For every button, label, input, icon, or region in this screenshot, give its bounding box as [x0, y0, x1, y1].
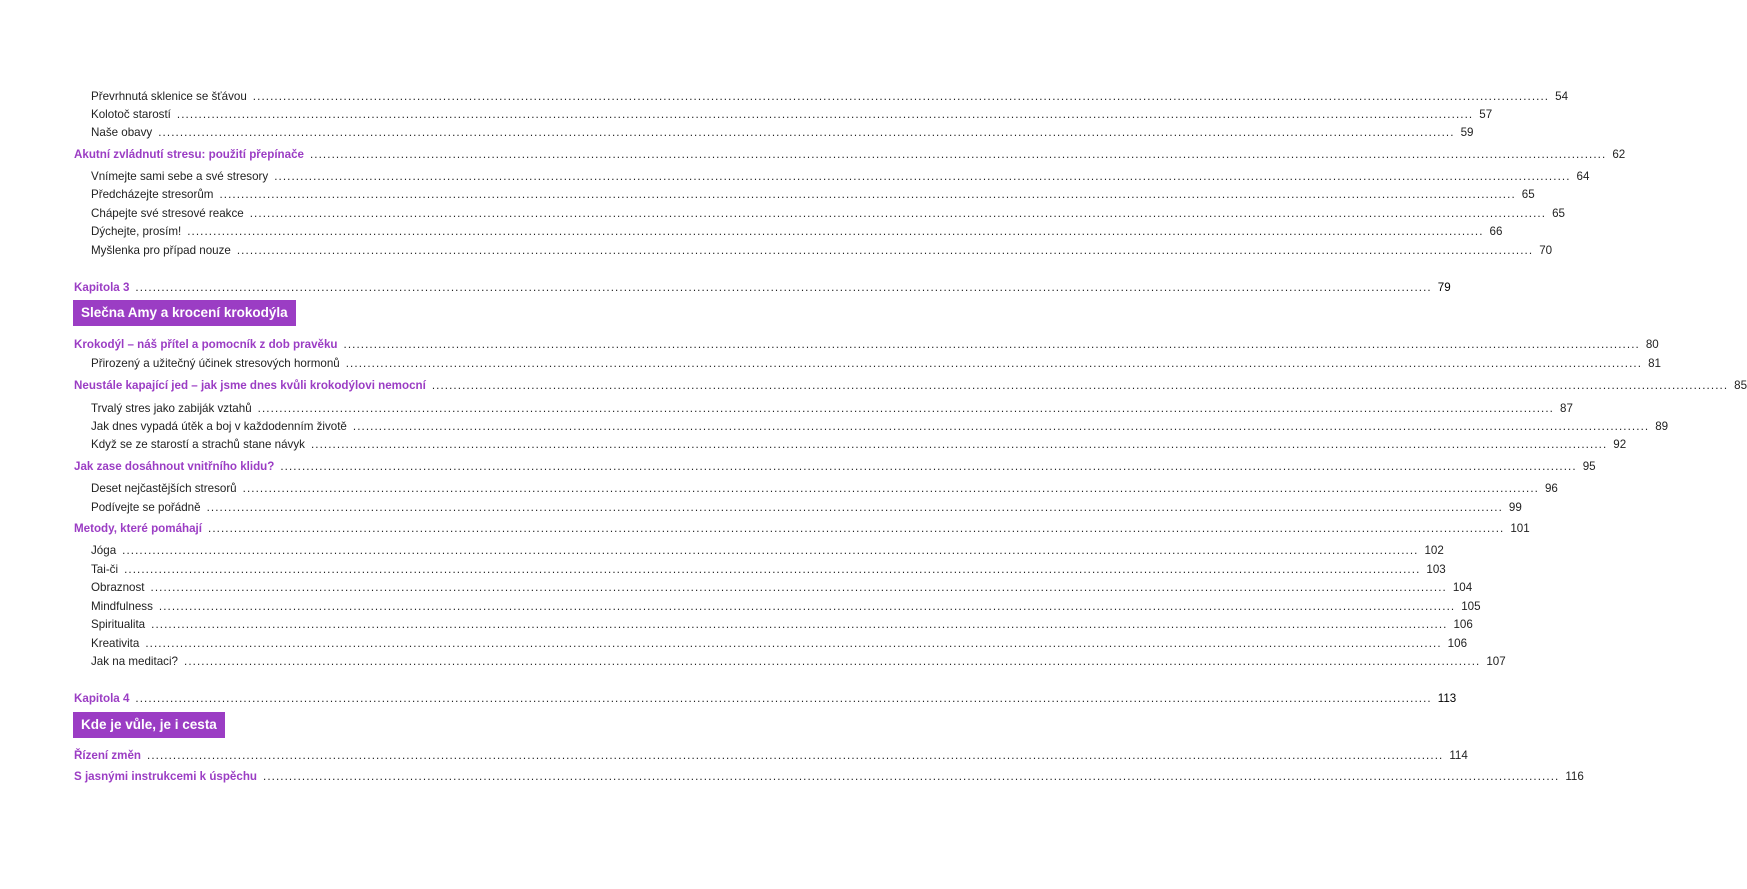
- toc-leader-dots: ............................................................................................................................................................................................................................................................................................................: [135, 692, 1432, 705]
- toc-entry: [74, 766, 1584, 784]
- toc-entry-page: 80: [1645, 338, 1659, 351]
- toc-entry-page: 85: [1734, 379, 1747, 392]
- toc-entry-title: Když se ze starostí a strachů stane návyk: [91, 438, 305, 451]
- toc-entry-title: Vnímejte sami sebe a své stresory: [91, 170, 269, 183]
- toc-entry: [91, 184, 1535, 202]
- toc-entry-title: Kapitola 3: [74, 281, 130, 294]
- toc-leader-dots: ............................................................................................................................................................................................................................................................................................................: [252, 90, 1550, 103]
- toc-leader-dots: ............................................................................................................................................................................................................................................................................................................: [145, 637, 1442, 650]
- toc-entry: [91, 240, 1553, 258]
- toc-leader-dots: ............................................................................................................................................................................................................................................................................................................: [242, 482, 1539, 495]
- toc-entry: [91, 559, 1446, 577]
- toc-entry: [91, 633, 1468, 651]
- toc-entry-title: Přirozený a užitečný účinek stresových hormonů: [91, 357, 340, 370]
- toc-entry: [74, 745, 1468, 763]
- toc-entry-page: 99: [1508, 501, 1522, 514]
- toc-entry-title: Jak zase dosáhnout vnitřního klidu?: [74, 460, 275, 473]
- toc-entry-title: Naše obavy: [91, 126, 153, 139]
- toc-entry-title: Metody, které pomáhají: [74, 522, 202, 535]
- toc-entry-page: 106: [1453, 618, 1473, 631]
- toc-entry-title: Jak dnes vypadá útěk a boj v každodenním životě: [91, 420, 347, 433]
- toc-entry-title: Myšlenka pro případ nouze: [91, 244, 231, 257]
- toc-entry-page: 54: [1555, 90, 1569, 103]
- toc-entry-page: 66: [1489, 225, 1503, 238]
- toc-leader-dots: ............................................................................................................................................................................................................................................................................................................: [147, 749, 1444, 762]
- toc-leader-dots: ............................................................................................................................................................................................................................................................................................................: [343, 338, 1640, 351]
- toc-entry-title: Kolotoč starostí: [91, 108, 171, 121]
- toc-entry-title: Kreativita: [91, 637, 140, 650]
- toc-entry-title: Podívejte se pořádně: [91, 501, 201, 514]
- toc-entry: [91, 166, 1590, 184]
- toc-entry-page: 101: [1510, 522, 1530, 535]
- toc-leader-dots: ............................................................................................................................................................................................................................................................................................................: [135, 281, 1432, 294]
- toc-entry-page: 81: [1648, 357, 1661, 370]
- toc-leader-dots: ............................................................................................................................................................................................................................................................................................................: [249, 207, 1547, 220]
- toc-entry-page: 95: [1582, 460, 1596, 473]
- toc-entry-page: 64: [1576, 170, 1590, 183]
- toc-entry-title: Řízení změn: [74, 749, 141, 762]
- toc-entry: [91, 353, 1661, 371]
- toc-entry-title: Kapitola 4: [74, 692, 130, 705]
- toc-entry: [91, 203, 1565, 221]
- chapter-banner-3: Slečna Amy a krocení krokodýla: [73, 300, 296, 326]
- toc-entry-title: Deset nejčastějších stresorů: [91, 482, 237, 495]
- toc-leader-dots: ............................................................................................................................................................................................................................................................................................................: [206, 501, 1503, 514]
- toc-entry: [91, 86, 1569, 104]
- toc-entry-title: Krokodýl – náš přítel a pomocník z dob pravěku: [74, 338, 338, 351]
- toc-entry-page: 62: [1612, 148, 1626, 161]
- toc-entry-page: 114: [1449, 749, 1468, 762]
- toc-leader-dots: ............................................................................................................................................................................................................................................................................................................: [280, 460, 1577, 473]
- toc-entry: [91, 398, 1573, 416]
- toc-entry: [91, 577, 1473, 595]
- toc-entry-title: Tai-či: [91, 563, 119, 576]
- toc-entry-title: Trvalý stres jako zabiják vztahů: [91, 402, 252, 415]
- chapter-banner-4: Kde je vůle, je i cesta: [73, 712, 225, 738]
- toc-leader-dots: ............................................................................................................................................................................................................................................................................................................: [257, 402, 1554, 415]
- toc-entry-title: Mindfulness: [91, 600, 153, 613]
- toc-entry-page: 59: [1460, 126, 1474, 139]
- toc-entry: [74, 144, 1626, 162]
- toc-leader-dots: ............................................................................................................................................................................................................................................................................................................: [208, 522, 1505, 535]
- toc-entry: [91, 434, 1627, 452]
- toc-entry: [91, 596, 1481, 614]
- toc-entry: [91, 416, 1669, 434]
- toc-leader-dots: ............................................................................................................................................................................................................................................................................................................: [310, 438, 1608, 451]
- toc-entry-title: Spiritualita: [91, 618, 146, 631]
- toc-entry-page: 107: [1486, 655, 1506, 668]
- toc-entry-page: 65: [1552, 207, 1565, 220]
- toc-entry-page: 102: [1424, 544, 1444, 557]
- toc-leader-dots: ............................................................................................................................................................................................................................................................................................................: [158, 126, 1455, 139]
- toc-leader-dots: ............................................................................................................................................................................................................................................................................................................: [431, 379, 1729, 392]
- toc-entry-page: 96: [1544, 482, 1558, 495]
- toc-leader-dots: ............................................................................................................................................................................................................................................................................................................: [219, 188, 1516, 201]
- toc-entry-title: Jak na meditaci?: [91, 655, 178, 668]
- toc-entry-title: Dýchejte, prosím!: [91, 225, 182, 238]
- toc-entry-page: 89: [1655, 420, 1669, 433]
- toc-leader-dots: ............................................................................................................................................................................................................................................................................................................: [151, 618, 1448, 631]
- toc-entry: [91, 497, 1522, 515]
- toc-entry-page: 57: [1479, 108, 1493, 121]
- toc-entry: [74, 456, 1596, 474]
- toc-entry: [91, 614, 1473, 632]
- toc-entry-title: Obraznost: [91, 581, 145, 594]
- toc-entry: [74, 688, 1457, 706]
- toc-leader-dots: ............................................................................................................................................................................................................................................................................................................: [236, 244, 1534, 257]
- toc-leader-dots: ............................................................................................................................................................................................................................................................................................................: [158, 600, 1456, 613]
- toc-leader-dots: ............................................................................................................................................................................................................................................................................................................: [274, 170, 1571, 183]
- toc-entry-page: 106: [1447, 637, 1468, 650]
- toc-leader-dots: ............................................................................................................................................................................................................................................................................................................: [345, 357, 1643, 370]
- toc-entry-page: 116: [1565, 770, 1584, 783]
- toc-leader-dots: ............................................................................................................................................................................................................................................................................................................: [150, 581, 1447, 594]
- toc-leader-dots: ............................................................................................................................................................................................................................................................................................................: [122, 544, 1419, 557]
- toc-entry-page: 104: [1452, 581, 1473, 594]
- toc-leader-dots: ............................................................................................................................................................................................................................................................................................................: [124, 563, 1421, 576]
- toc-leader-dots: ............................................................................................................................................................................................................................................................................................................: [263, 770, 1560, 783]
- toc-entry: [91, 104, 1493, 122]
- toc-entry: [91, 651, 1506, 669]
- toc-entry: [74, 334, 1659, 352]
- toc-entry-page: 87: [1560, 402, 1573, 415]
- toc-entry-page: 103: [1426, 563, 1446, 576]
- toc-entry-title: Jóga: [91, 544, 117, 557]
- toc-entry-page: 79: [1437, 281, 1451, 294]
- toc-entry: [91, 221, 1503, 239]
- toc-entry-title: Převrhnutá sklenice se šťávou: [91, 90, 247, 103]
- toc-leader-dots: ............................................................................................................................................................................................................................................................................................................: [309, 148, 1607, 161]
- toc-entry-title: Akutní zvládnutí stresu: použití přepínače: [74, 148, 304, 161]
- toc-leader-dots: ............................................................................................................................................................................................................................................................................................................: [176, 108, 1474, 121]
- toc-entry-page: 113: [1437, 692, 1457, 705]
- toc-entry-title: Předcházejte stresorům: [91, 188, 214, 201]
- toc-entry: [91, 478, 1558, 496]
- toc-entry-page: 105: [1461, 600, 1481, 613]
- toc-entry-page: 92: [1613, 438, 1627, 451]
- toc-entry: [74, 277, 1451, 295]
- toc-leader-dots: ............................................................................................................................................................................................................................................................................................................: [187, 225, 1484, 238]
- toc-entry: [74, 518, 1530, 536]
- toc-entry-title: Chápejte své stresové reakce: [91, 207, 244, 220]
- toc-entry: [74, 375, 1747, 393]
- toc-leader-dots: ............................................................................................................................................................................................................................................................................................................: [352, 420, 1650, 433]
- toc-entry: [91, 540, 1444, 558]
- toc-entry-page: 70: [1539, 244, 1553, 257]
- toc-entry-page: 65: [1521, 188, 1535, 201]
- toc-entry: [91, 122, 1474, 140]
- toc-entry-title: Neustále kapající jed – jak jsme dnes kvůli krokodýlovi nemocní: [74, 379, 426, 392]
- toc-leader-dots: ............................................................................................................................................................................................................................................................................................................: [184, 655, 1481, 668]
- toc-entry-title: S jasnými instrukcemi k úspěchu: [74, 770, 257, 783]
